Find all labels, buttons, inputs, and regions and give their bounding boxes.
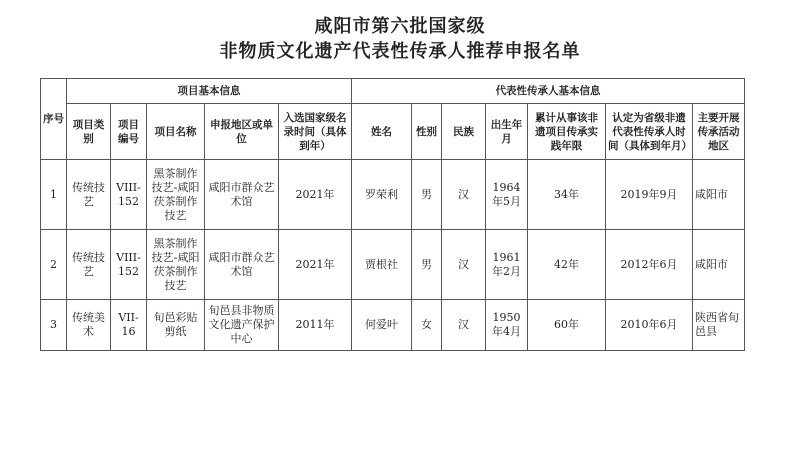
col-listed-time: 入选国家级名录时间（具体到年） [279,104,352,160]
cell-listed-time: 2021年 [279,230,352,300]
col-birth: 出生年月 [486,104,528,160]
col-name: 项目名称 [147,104,205,160]
cell-seq: 2 [41,230,67,300]
cell-category: 传统技艺 [67,160,111,230]
cell-name: 黑茶制作技艺-咸阳茯茶制作技艺 [147,160,205,230]
col-code: 项目编号 [111,104,147,160]
col-gender: 性别 [412,104,442,160]
cell-code: VIII-152 [111,160,147,230]
cell-name: 旬邑彩贴剪纸 [147,300,205,351]
inheritor-group-header: 代表性传承人基本信息 [352,79,745,104]
cell-provincial-time: 2012年6月 [606,230,693,300]
table-row [41,300,745,351]
cell-seq: 1 [41,160,67,230]
cell-years: 34年 [528,160,606,230]
header-columns-row [41,104,745,160]
cell-ethnicity: 汉 [442,300,486,351]
cell-birth: 1950年4月 [486,300,528,351]
cell-years: 42年 [528,230,606,300]
title-line-2: 非物质文化遗产代表性传承人推荐申报名单 [219,41,581,62]
col-region: 申报地区或单位 [205,104,279,160]
cell-years: 60年 [528,300,606,351]
cell-ethnicity: 汉 [442,230,486,300]
cell-region: 咸阳市群众艺术馆 [205,230,279,300]
cell-ethnicity: 汉 [442,160,486,230]
cell-provincial-time: 2010年6月 [606,300,693,351]
inheritor-table [40,78,745,351]
col-person: 姓名 [352,104,412,160]
cell-activity-area: 咸阳市 [693,230,745,300]
col-ethnicity: 民族 [442,104,486,160]
table-row [41,160,745,230]
cell-region: 旬邑县非物质文化遗产保护中心 [205,300,279,351]
col-years: 累计从事该非遗项目传承实践年限 [528,104,606,160]
cell-person: 贾根社 [352,230,412,300]
title-line-1: 咸阳市第六批国家级 [314,16,486,37]
cell-region: 咸阳市群众艺术馆 [205,160,279,230]
cell-provincial-time: 2019年9月 [606,160,693,230]
cell-birth: 1964年5月 [486,160,528,230]
cell-birth: 1961年2月 [486,230,528,300]
cell-name: 黑茶制作技艺-咸阳茯茶制作技艺 [147,230,205,300]
cell-listed-time: 2011年 [279,300,352,351]
col-category: 项目类别 [67,104,111,160]
cell-gender: 男 [412,230,442,300]
cell-person: 罗荣利 [352,160,412,230]
cell-listed-time: 2021年 [279,160,352,230]
cell-activity-area: 陕西省旬邑县 [693,300,745,351]
project-group-header: 项目基本信息 [67,79,352,104]
cell-activity-area: 咸阳市 [693,160,745,230]
header-group-row [41,79,745,104]
col-activity-area: 主要开展传承活动地区 [693,104,745,160]
cell-category: 传统美术 [67,300,111,351]
cell-code: VIII-152 [111,230,147,300]
cell-person: 何爱叶 [352,300,412,351]
seq-header: 序号 [41,79,67,160]
cell-gender: 男 [412,160,442,230]
cell-code: VII-16 [111,300,147,351]
cell-category: 传统技艺 [67,230,111,300]
cell-seq: 3 [41,300,67,351]
table-row [41,230,745,300]
col-provincial-time: 认定为省级非遗代表性传承人时间（具体到年月） [606,104,693,160]
cell-gender: 女 [412,300,442,351]
